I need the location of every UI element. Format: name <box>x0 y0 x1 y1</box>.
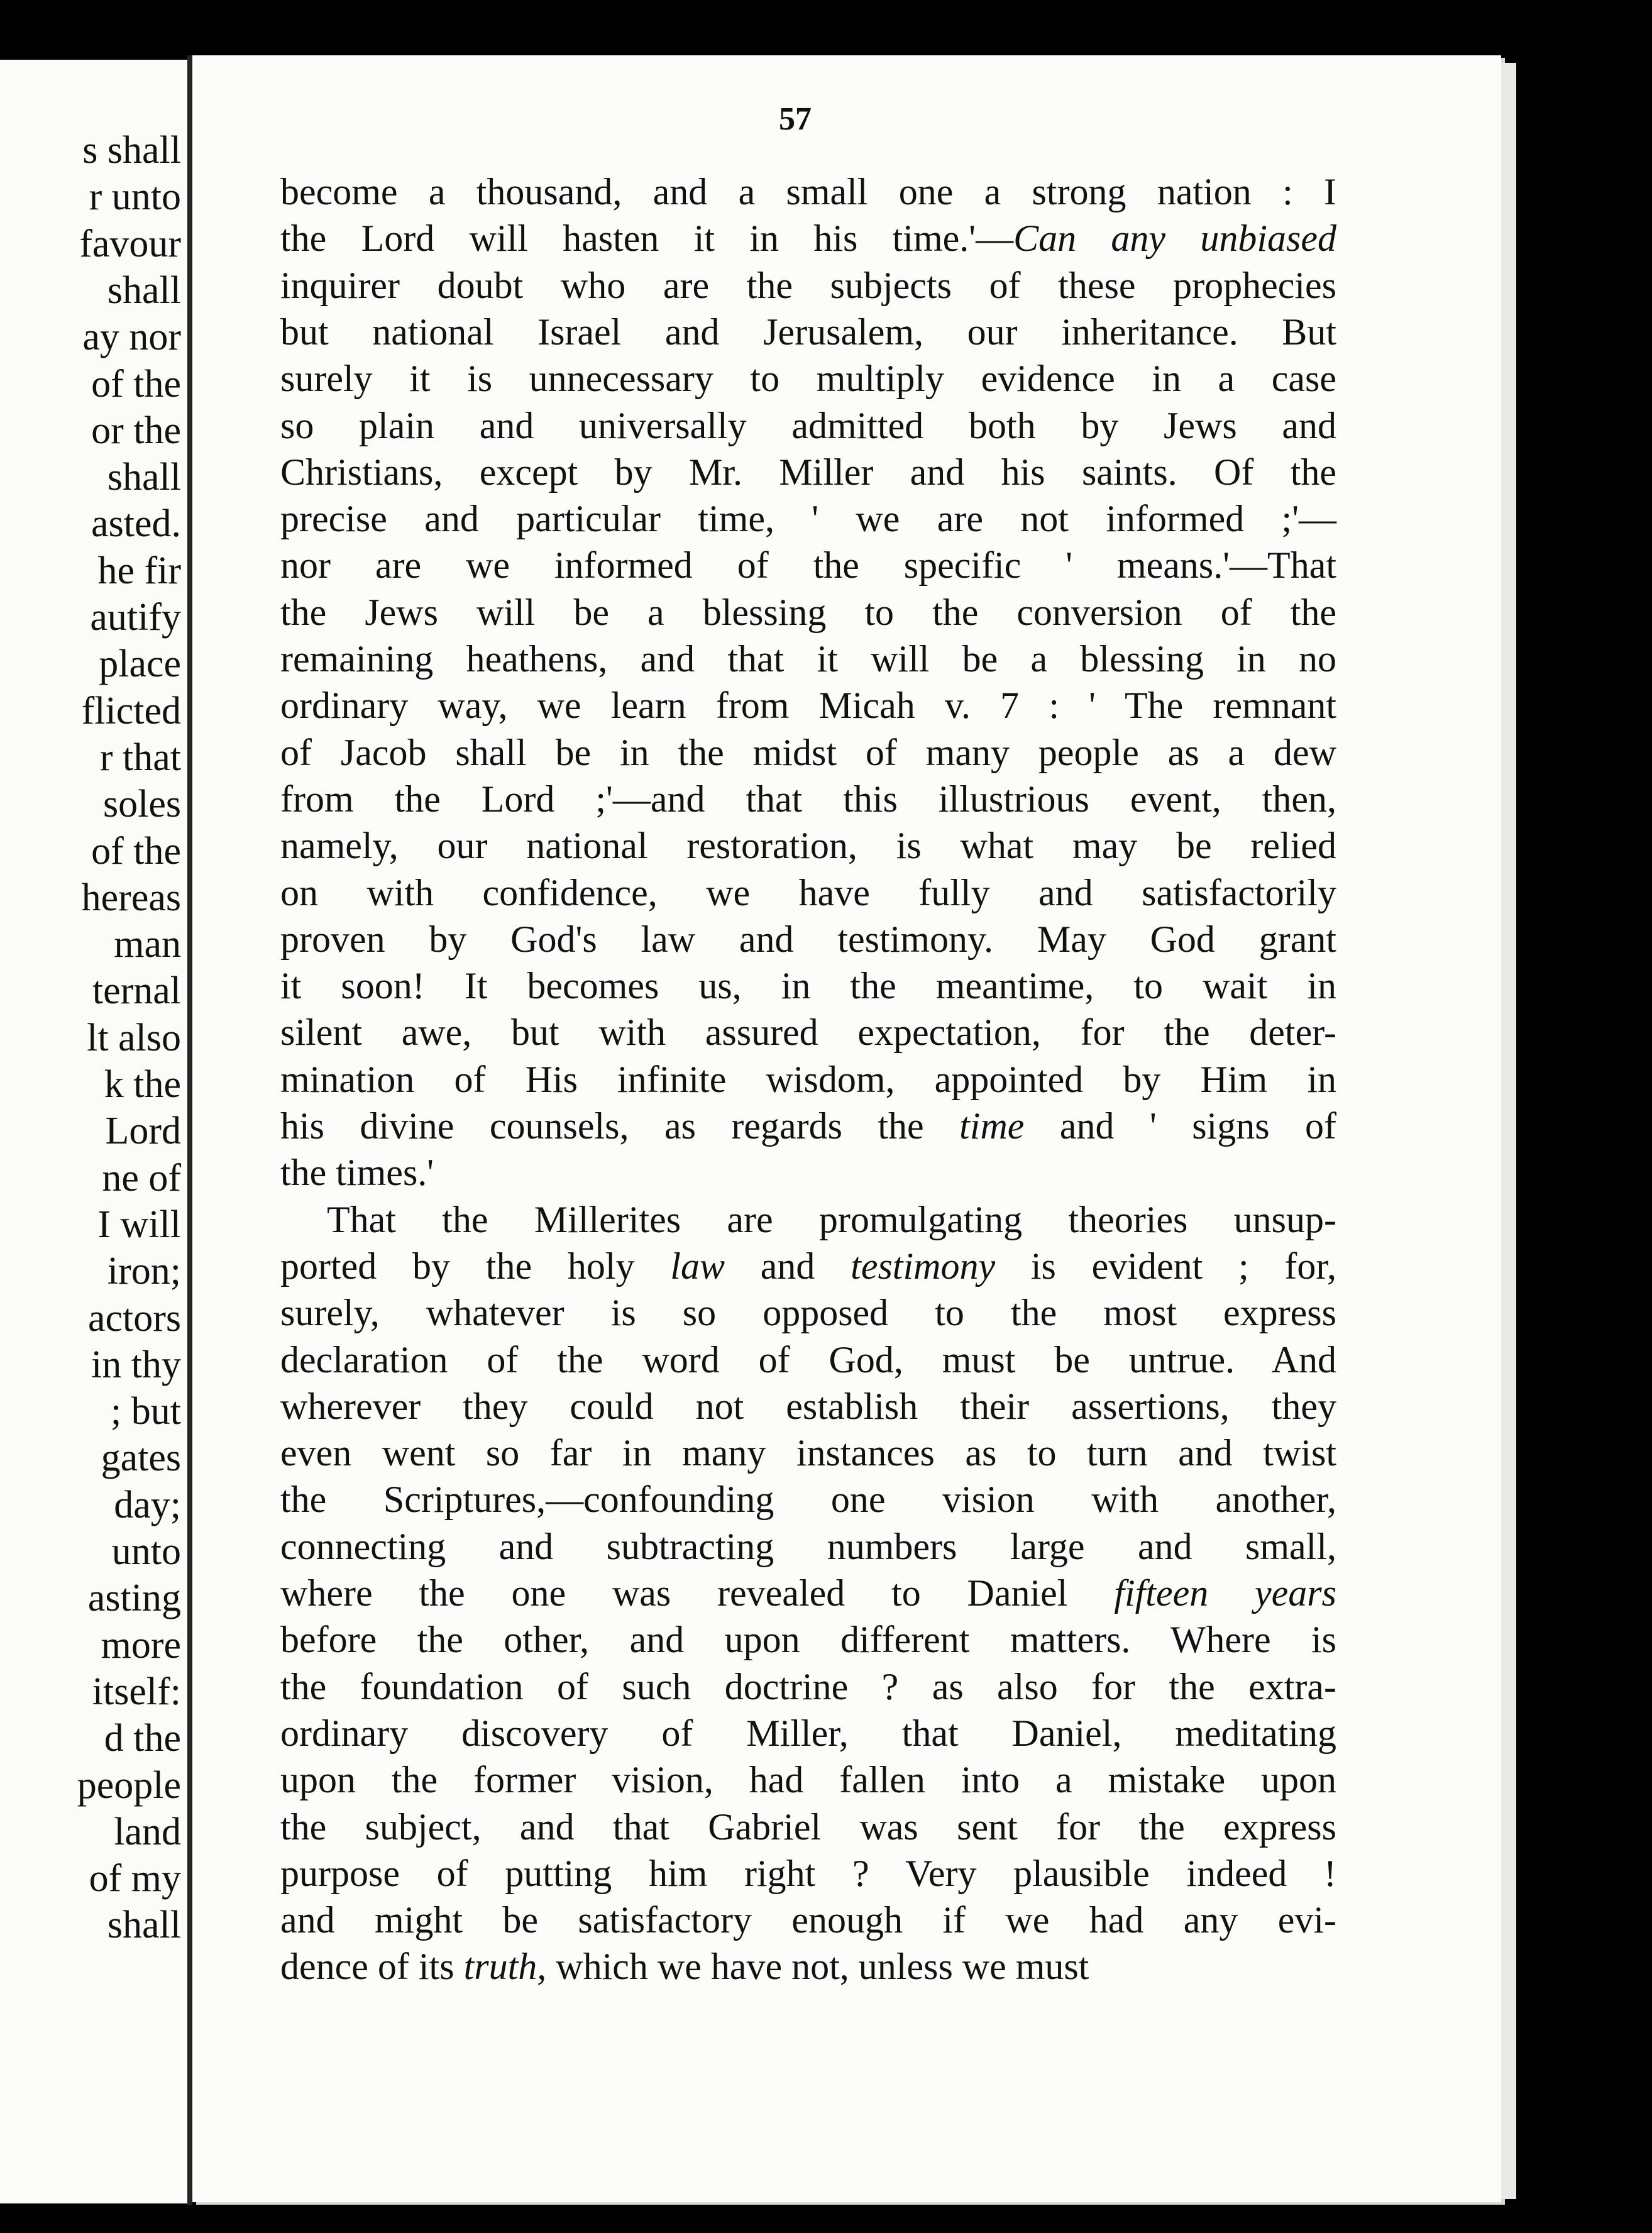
previous-page-line: of the <box>91 362 181 405</box>
body-text-run: so plain and universally admitted both by Jews and <box>280 404 1336 446</box>
body-text-run: ported by the holy <box>280 1245 671 1287</box>
previous-page-line: flicted <box>81 689 181 732</box>
body-text-run: and might be satisfactory enough if we had any evi- <box>280 1899 1336 1941</box>
previous-page-line: soles <box>103 783 181 826</box>
body-line <box>280 1056 1336 1103</box>
body-line <box>280 1289 1336 1336</box>
previous-page-line: lt also <box>87 1016 181 1059</box>
body-line <box>280 1149 1336 1196</box>
body-text-run: surely it is unnecessary to multiply evidence in a case <box>280 358 1336 400</box>
body-text-run: even went so far in many instances as to turn and twist <box>280 1432 1336 1474</box>
previous-page-line: in thy <box>91 1343 181 1386</box>
body-text-run: the Scriptures,—confounding one vision with another, <box>280 1479 1336 1521</box>
page-number: 57 <box>779 101 812 137</box>
body-text-run: where the one was revealed to Daniel <box>280 1572 1115 1614</box>
body-text-run: the times.' <box>280 1152 434 1194</box>
body-text-run: his divine counsels, as regards the <box>280 1105 960 1147</box>
page-edge <box>1501 63 1516 2199</box>
body-line <box>280 589 1336 636</box>
italic-emphasis: law <box>670 1245 725 1287</box>
italic-emphasis: time <box>959 1105 1025 1147</box>
previous-page-line: ne of <box>102 1156 181 1199</box>
body-text-run: the foundation of such doctrine ? as also for the extra- <box>280 1665 1336 1707</box>
previous-page-line: ternal <box>92 969 181 1013</box>
previous-page-line: or the <box>91 409 181 452</box>
previous-page-line: d the <box>104 1717 181 1760</box>
previous-page-line: shall <box>107 1904 181 1947</box>
previous-page-line: of the <box>91 829 181 873</box>
previous-page-line: k the <box>104 1063 181 1106</box>
previous-page-line: people <box>77 1763 181 1807</box>
body-text-run: proven by God's law and testimony. May God grant <box>280 918 1336 960</box>
body-line <box>280 636 1336 682</box>
body-line <box>280 309 1336 355</box>
previous-page-line: place <box>99 642 181 686</box>
body-text-run: on with confidence, we have fully and satisfactorily <box>280 871 1336 913</box>
book-gutter <box>187 55 192 2205</box>
body-text-run: before the other, and upon different matters. Where is <box>280 1619 1336 1661</box>
previous-page-line: land <box>114 1810 181 1853</box>
body-line <box>280 916 1336 962</box>
previous-page-line: shall <box>107 456 181 499</box>
previous-page-line: hereas <box>81 876 181 919</box>
body-text-run: dence of its <box>280 1946 464 1988</box>
italic-emphasis: Can any unbiased <box>1013 218 1336 260</box>
previous-page-line: asted. <box>91 502 181 546</box>
previous-page-line: more <box>101 1623 181 1667</box>
previous-page-line: iron; <box>107 1250 181 1293</box>
body-line <box>280 1476 1336 1523</box>
body-line <box>280 215 1336 262</box>
italic-emphasis: fifteen years <box>1114 1572 1336 1614</box>
previous-page-fragment <box>0 60 187 2203</box>
body-text-run: upon the former vision, had fallen into a mistake upon <box>280 1759 1336 1801</box>
previous-page-line: r unto <box>89 175 181 219</box>
body-text-run: nor are we informed of the specific ' means.'—That <box>280 544 1336 587</box>
body-line <box>280 1570 1336 1616</box>
body-line <box>280 355 1336 402</box>
body-line <box>280 1009 1336 1056</box>
body-line <box>280 822 1336 869</box>
body-text-run: namely, our national restoration, is what may be relied <box>280 825 1336 867</box>
body-line <box>280 1804 1336 1850</box>
previous-page-line: day; <box>114 1483 181 1526</box>
body-line <box>280 1243 1336 1289</box>
body-text-run: mination of His infinite wisdom, appointed by Him in <box>280 1058 1336 1100</box>
body-text-run: Christians, except by Mr. Miller and his saints. Of the <box>280 451 1336 493</box>
body-text-run: remaining heathens, and that it will be a blessing in no <box>280 638 1336 680</box>
body-text-run: declaration of the word of God, must be untrue. And <box>280 1338 1336 1381</box>
previous-page-line: ay nor <box>82 316 181 359</box>
body-text-run: become a thousand, and a small one a strong nation : I <box>280 171 1336 212</box>
previous-page-line: s shall <box>82 129 181 172</box>
body-text-run: inquirer doubt who are the subjects of these prophecies <box>280 264 1336 306</box>
body-text-run: from the Lord ;'—and that this illustrious event, then, <box>280 778 1336 820</box>
body-line <box>280 1897 1336 1943</box>
body-text-run: and ' signs of <box>1024 1105 1336 1147</box>
previous-page-line: he fir <box>97 549 181 592</box>
previous-page-line: autify <box>90 596 181 639</box>
previous-page-line: itself: <box>92 1670 181 1713</box>
previous-page-line: Lord <box>105 1110 181 1153</box>
previous-page-line: gates <box>101 1436 181 1480</box>
body-text-run: silent awe, but with assured expectation, for the deter- <box>280 1012 1336 1054</box>
previous-page-line: of my <box>89 1857 181 1900</box>
body-text-run: is evident ; for, <box>995 1245 1336 1287</box>
body-line <box>280 869 1336 916</box>
body-text-run: That the Millerites are promulgating theories unsup- <box>327 1198 1336 1240</box>
body-line <box>280 1710 1336 1756</box>
body-line <box>280 262 1336 309</box>
previous-page-line: actors <box>87 1296 181 1340</box>
body-text-run: surely, whatever is so opposed to the most express <box>280 1292 1336 1334</box>
body-line <box>280 542 1336 588</box>
scan-border <box>1516 0 1652 2233</box>
body-text-run: which we have not, unless we must <box>546 1946 1089 1988</box>
italic-emphasis: testimony <box>851 1245 996 1287</box>
previous-page-line: ; but <box>111 1390 181 1433</box>
previous-page-line: man <box>114 923 181 966</box>
body-line <box>280 1430 1336 1476</box>
body-line <box>280 449 1336 495</box>
body-line <box>280 1850 1336 1897</box>
body-line <box>280 1383 1336 1430</box>
body-line <box>280 1337 1336 1383</box>
body-line <box>280 776 1336 822</box>
previous-page-line: asting <box>87 1577 181 1620</box>
body-text-run: the Jews will be a blessing to the conversion of the <box>280 591 1336 633</box>
body-line <box>280 1616 1336 1663</box>
body-text-run: purpose of putting him right ? Very plausible indeed ! <box>280 1852 1336 1894</box>
body-line <box>280 1663 1336 1710</box>
body-line <box>280 168 1336 215</box>
body-line <box>327 1196 1336 1243</box>
previous-page-line: unto <box>111 1530 181 1573</box>
body-text-run: and <box>725 1245 851 1287</box>
body-line <box>280 729 1336 776</box>
body-text-run: ordinary discovery of Miller, that Daniel, meditating <box>280 1712 1336 1754</box>
body-line <box>280 1103 1336 1149</box>
body-text-run: connecting and subtracting numbers large and small, <box>280 1525 1336 1567</box>
body-text-run: the Lord will hasten it in his time.'— <box>280 218 1014 260</box>
body-line <box>280 402 1336 449</box>
previous-page-line: I will <box>97 1203 181 1246</box>
body-line <box>280 962 1336 1009</box>
body-line <box>280 1943 1336 1990</box>
body-line <box>280 495 1336 542</box>
previous-page-line: r that <box>99 736 181 779</box>
body-text-run: the subject, and that Gabriel was sent for the express <box>280 1806 1336 1848</box>
body-text-run: ordinary way, we learn from Micah v. 7 : ' The remnant <box>280 685 1336 727</box>
body-line <box>280 682 1336 729</box>
body-text-run: it soon! It becomes us, in the meantime, to wait in <box>280 965 1336 1007</box>
body-text-run: of Jacob shall be in the midst of many people as a dew <box>280 731 1336 773</box>
italic-emphasis: truth, <box>463 1946 547 1988</box>
previous-page-line: favour <box>79 222 181 265</box>
body-line <box>280 1756 1336 1803</box>
body-text-run: wherever they could not establish their assertions, they <box>280 1385 1336 1427</box>
previous-page-line: shall <box>107 268 181 312</box>
body-text-run: but national Israel and Jerusalem, our inheritance. But <box>280 311 1336 353</box>
body-line <box>280 1523 1336 1570</box>
body-text-run: precise and particular time, ' we are not informed ;'— <box>280 498 1336 540</box>
